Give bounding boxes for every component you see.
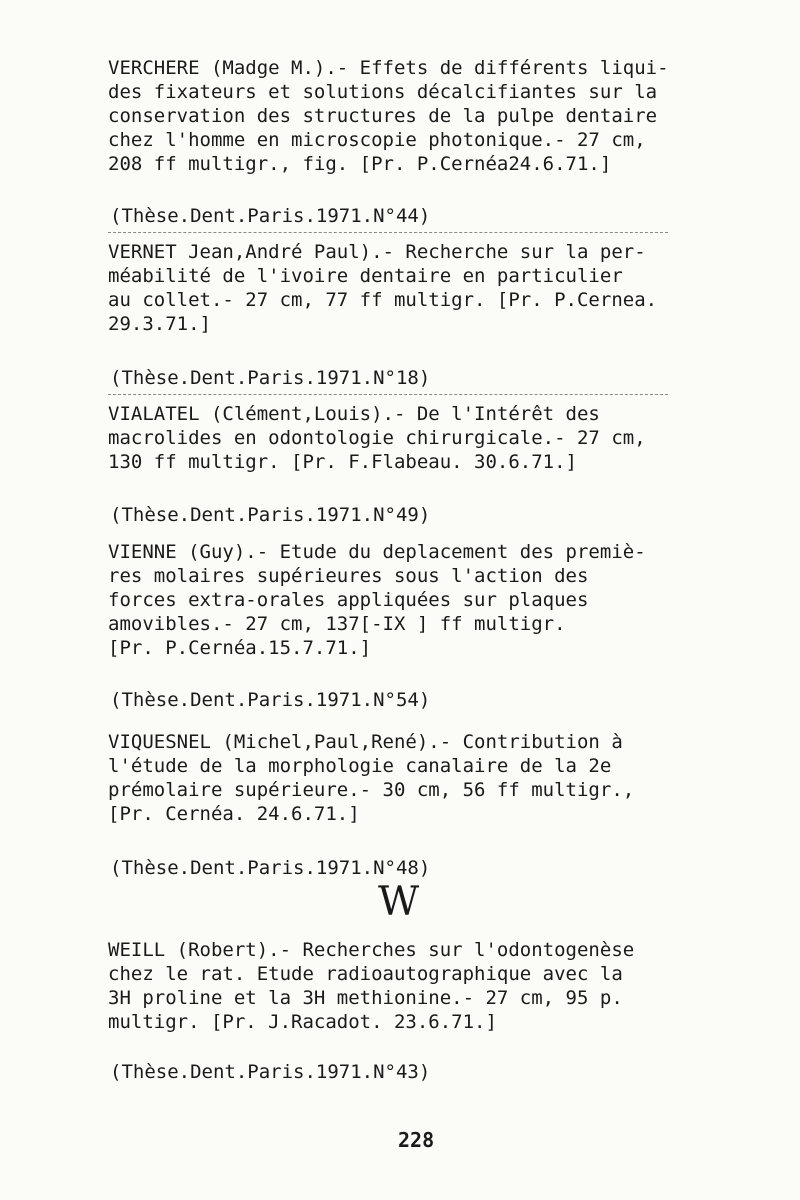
entry-line: VIQUESNEL (Michel,Paul,René).- Contribution à (108, 731, 623, 753)
bibliography-entry (108, 540, 708, 660)
entry-line: forces extra-orales appliquées sur plaques (108, 589, 589, 611)
bibliography-entry (108, 938, 708, 1034)
entry-line: [Pr. P.Cernéa.15.7.71.] (108, 637, 372, 659)
divider (108, 232, 668, 233)
entry-line: [Pr. Cernéa. 24.6.71.] (108, 803, 360, 825)
thesis-reference: (Thèse.Dent.Paris.1971.N°43) (110, 1061, 431, 1083)
entry-line: 3H proline et la 3H methionine.- 27 cm, 95 p. (108, 987, 623, 1009)
entry-line: prémolaire supérieure.- 30 cm, 56 ff multigr., (108, 779, 635, 801)
entry-line: VIALATEL (Clément,Louis).- De l'Intérêt des (108, 403, 600, 425)
entry-line: WEILL (Robert).- Recherches sur l'odontogenèse (108, 939, 635, 961)
entry-line: res molaires supérieures sous l'action des (108, 565, 589, 587)
entry-line: des fixateurs et solutions décalcifiantes sur la (108, 81, 658, 103)
entry-line: multigr. [Pr. J.Racadot. 23.6.71.] (108, 1011, 497, 1033)
entry-line: 208 ff multigr., fig. [Pr. P.Cernéa24.6.71.] (108, 153, 612, 175)
entry-line: chez le rat. Etude radioautographique avec la (108, 963, 623, 985)
section-letter: W (378, 879, 420, 925)
entry-line: VERNET Jean,André Paul).- Recherche sur la per- (108, 241, 646, 263)
bibliography-entry (108, 240, 708, 336)
bibliography-entry (108, 730, 708, 826)
bibliography-entry (108, 56, 708, 176)
divider (108, 394, 668, 395)
entry-line: chez l'homme en microscopie photonique.- 27 cm, (108, 129, 646, 151)
thesis-reference: (Thèse.Dent.Paris.1971.N°18) (110, 367, 431, 389)
entry-line: l'étude de la morphologie canalaire de la 2e (108, 755, 612, 777)
entry-line: 29.3.71.] (108, 313, 211, 335)
entry-line: VIENNE (Guy).- Etude du deplacement des premiè- (108, 541, 646, 563)
entry-line: méabilité de l'ivoire dentaire en particulier (108, 265, 623, 287)
entry-line: amovibles.- 27 cm, 137[-IX ] ff multigr. (108, 613, 566, 635)
thesis-reference: (Thèse.Dent.Paris.1971.N°48) (110, 857, 431, 879)
page-number: 228 (398, 1128, 435, 1152)
entry-line: 130 ff multigr. [Pr. F.Flabeau. 30.6.71.] (108, 451, 577, 473)
bibliography-entry (108, 402, 708, 474)
thesis-reference: (Thèse.Dent.Paris.1971.N°49) (110, 504, 431, 526)
entry-line: conservation des structures de la pulpe dentaire (108, 105, 658, 127)
thesis-reference: (Thèse.Dent.Paris.1971.N°54) (110, 689, 431, 711)
entry-line: VERCHERE (Madge M.).- Effets de différents liqui- (108, 57, 669, 79)
thesis-reference: (Thèse.Dent.Paris.1971.N°44) (110, 205, 431, 227)
entry-line: macrolides en odontologie chirurgicale.- 27 cm, (108, 427, 646, 449)
entry-line: au collet.- 27 cm, 77 ff multigr. [Pr. P.Cernea. (108, 289, 658, 311)
